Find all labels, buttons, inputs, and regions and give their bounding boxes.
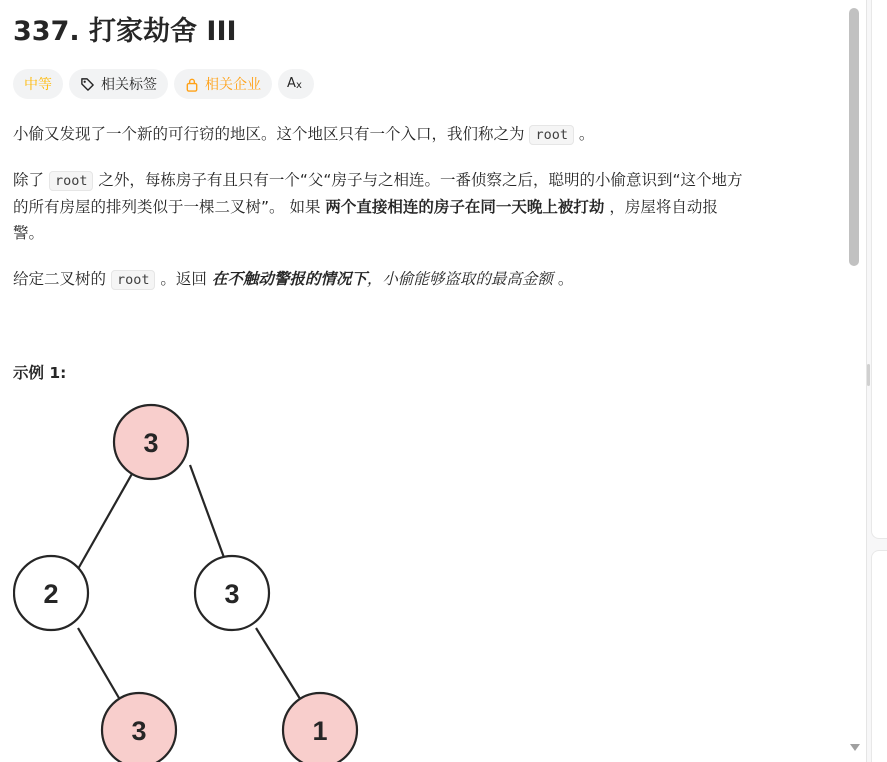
- scroll-down-arrow-icon[interactable]: [850, 744, 860, 751]
- node-value: 3: [143, 428, 159, 458]
- root-code: root: [529, 125, 574, 145]
- edge-root-left: [78, 465, 137, 569]
- tag-row: [13, 69, 314, 99]
- edge-right-rightright: [256, 628, 307, 710]
- p1-end: 。: [578, 125, 595, 143]
- p2-d: ，房屋将自动报: [609, 198, 718, 216]
- tree-node-root: [114, 405, 188, 479]
- node-value: 1: [312, 716, 328, 746]
- tag-icon: [80, 77, 95, 92]
- p2-c: 的所有房屋的排列类似于一棵二叉树”。 如果: [13, 198, 321, 216]
- edge-root-right: [190, 465, 226, 563]
- problem-title: 337. 打家劫舍 III: [13, 16, 237, 47]
- description-paragraph-1: [13, 121, 833, 148]
- node-value: 3: [131, 716, 147, 746]
- tree-edges: [78, 465, 307, 710]
- scrollbar-thumb[interactable]: [849, 8, 859, 266]
- node-value: 2: [43, 579, 59, 609]
- translate-button[interactable]: [278, 69, 314, 99]
- tree-node-right: [195, 556, 269, 630]
- related-companies-button[interactable]: [174, 69, 272, 99]
- p3-italic: ，小偷能够盗取的最高金额: [366, 270, 553, 288]
- p3-bold-italic: 在不触动警报的情况下: [211, 270, 367, 288]
- p2-bold: 两个直接相连的房子在同一天晚上被打劫: [325, 198, 605, 216]
- related-companies-label: 相关企业: [205, 77, 261, 93]
- difficulty-badge: [13, 69, 63, 99]
- p3-d: 。: [557, 270, 574, 288]
- description-paragraph-2: [13, 167, 833, 246]
- tree-node-left-right: [102, 693, 176, 762]
- p3-b: 。返回: [160, 270, 207, 288]
- tree-node-right-right: [283, 693, 357, 762]
- difficulty-label: 中等: [24, 77, 52, 93]
- description-paragraph-3: [13, 266, 833, 293]
- translate-icon: [287, 74, 305, 94]
- p2-e: 警。: [13, 224, 45, 242]
- p2-b: 之外，每栋房子有且只有一个“父“房子与之相连。一番侦察之后，聪明的小偷意识到“这个地方: [98, 171, 743, 189]
- p3-a: 给定二叉树的: [13, 270, 107, 288]
- p2-a: 除了: [13, 171, 45, 189]
- code-editor-panel-edge: [871, 0, 887, 539]
- root-code: root: [49, 171, 94, 191]
- resize-handle[interactable]: [867, 364, 870, 386]
- svg-text:x: x: [296, 80, 302, 90]
- node-value: 3: [224, 579, 240, 609]
- lock-icon: [185, 77, 199, 92]
- right-panel-edge: [866, 0, 887, 762]
- svg-text:A: A: [287, 76, 296, 90]
- related-tags-label: 相关标签: [101, 77, 157, 93]
- related-tags-button[interactable]: [69, 69, 168, 99]
- example-label: 示例 1:: [13, 364, 67, 382]
- tree-node-left: [14, 556, 88, 630]
- testcase-panel-edge: [871, 550, 887, 762]
- p1-text: 小偷又发现了一个新的可行窃的地区。这个地区只有一个入口，我们称之为: [13, 125, 525, 143]
- root-code: root: [111, 270, 156, 290]
- example-tree-diagram: [13, 398, 413, 762]
